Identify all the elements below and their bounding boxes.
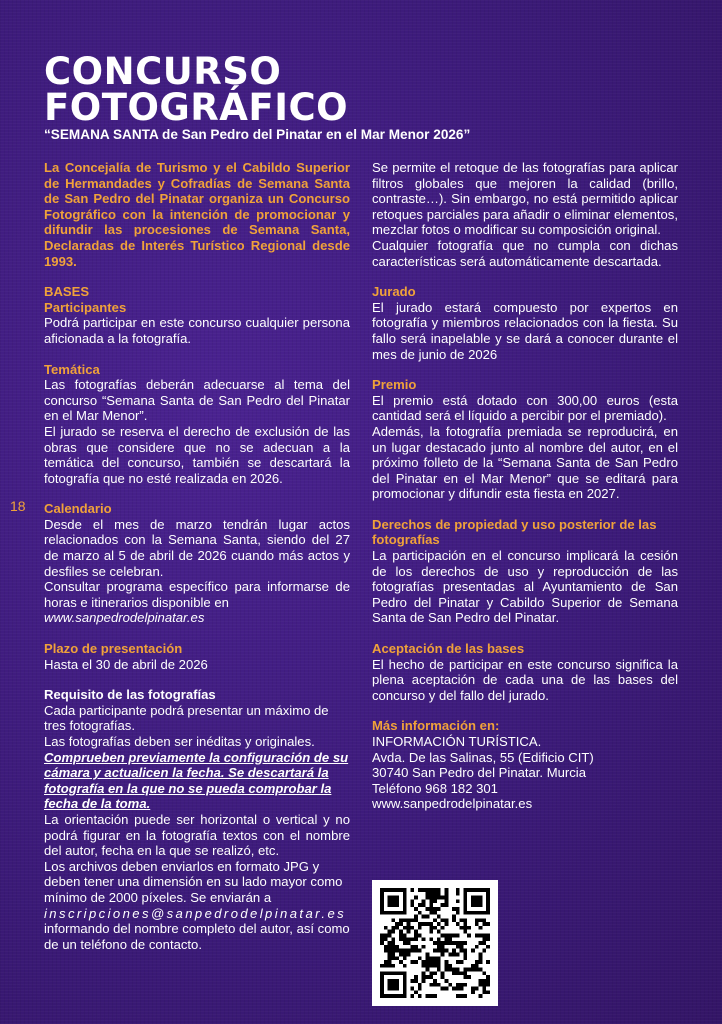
- tematica-text-1: Las fotografías deberán adecuarse al tema del concurso “Semana Santa de San Pedro del Pinatar en el Mar Menor”.: [44, 377, 350, 424]
- info-line-2: Avda. De las Salinas, 55 (Edificio CIT): [372, 749, 594, 765]
- calendario-text-2: Consultar programa específico para informarse de horas e itinerarios disponible en: [44, 579, 350, 610]
- requisito-emphasis: Comprueben previamente la configuración de su cámara y actualicen la fecha. Se descartará la fotografía en la que no se pueda comprobar la fecha de la toma.: [44, 749, 349, 812]
- retoque-text-2: Cualquier fotografía que no cumpla con dichas características será automáticamente descartada.: [372, 237, 678, 269]
- intro-paragraph: La Concejalía de Turismo y el Cabildo Superior de Hermandades y Cofradías de Semana Santa de San Pedro del Pinatar organiza un Concurso Fotográfico con la intención de promocionar y difundir las procesiones de Semana Santa, Declaradas de Interés Turístico Regional desde 1993.: [44, 160, 350, 269]
- premio-heading: Premio: [372, 377, 417, 393]
- right-column: [372, 160, 678, 812]
- jurado-heading: Jurado: [372, 284, 416, 300]
- calendario-heading: Calendario: [44, 501, 112, 517]
- info-web-link[interactable]: www.sanpedrodelpinatar.es: [372, 796, 533, 812]
- requisito-text-3: La orientación puede ser horizontal o vertical y no podrá figurar en la fotografía textos con el nombre del autor, fecha en la que se realizó, etc.: [44, 811, 350, 859]
- page-subtitle: “SEMANA SANTA de San Pedro del Pinatar en el Mar Menor 2026”: [44, 127, 471, 142]
- page-number: 18: [10, 498, 26, 514]
- derechos-text: La participación en el concurso implicará la cesión de los derechos de uso y reproducción de las fotografías presentadas al Ayuntamiento de San Pedro del Pinatar y Cabildo Superior de Semana Santa de San Pedro del Pinatar.: [372, 548, 678, 626]
- plazo-text: Hasta el 30 de abril de 2026: [44, 656, 208, 672]
- left-column: [44, 160, 350, 952]
- calendario-web-link[interactable]: www.sanpedrodelpinatar.es: [44, 610, 205, 626]
- tematica-heading: Temática: [44, 361, 100, 377]
- participantes-text: Podrá participar en este concurso cualquier persona aficionada a la fotografía.: [44, 315, 350, 346]
- premio-text-1: El premio está dotado con 300,00 euros (esta cantidad será el líquido a percibir por el premiado).: [372, 392, 678, 424]
- info-line-4: Teléfono 968 182 301: [372, 780, 498, 796]
- requisito-heading: Requisito de las fotografías: [44, 687, 216, 703]
- tematica-text-2: El jurado se reserva el derecho de exclusión de las obras que considere que no se adecuan a la temática del concurso, también se descartará la fotografía que no esté realizada en 2026.: [44, 423, 350, 486]
- jurado-text: El jurado estará compuesto por expertos en fotografía y miembros relacionados con la fiesta. Su fallo será inapelable y se dará a conocer durante el mes de junio de 2026: [372, 299, 678, 362]
- participantes-heading: Participantes: [44, 299, 127, 315]
- retoque-text-1: Se permite el retoque de las fotografías para aplicar filtros globales que mejoren la calidad (brillo, contraste…). Sin embargo, no está permitido aplicar retoques parciales para añadir o eliminar elementos, mezclar fotos o modificar su composición original.: [372, 160, 678, 238]
- info-line-3: 30740 San Pedro del Pinatar. Murcia: [372, 765, 587, 781]
- title-line-1: CONCURSO: [44, 50, 282, 93]
- bases-heading: BASES: [44, 284, 90, 300]
- requisito-email-link[interactable]: inscripciones@sanpedrodelpinatar.es: [44, 905, 347, 921]
- page-title: [44, 50, 349, 129]
- plazo-heading: Plazo de presentación: [44, 641, 183, 657]
- requisito-text-1: Cada participante podrá presentar un máximo de tres fotografías.: [44, 702, 329, 734]
- requisito-text-4: Los archivos deben enviarlos en formato JPG y deben tener una dimensión en su lado mayor como mínimo de 2000 píxeles. Se enviarán a: [44, 858, 343, 905]
- qr-code-graphic: [380, 888, 490, 998]
- premio-text-2: Además, la fotografía premiada se reproducirá, en un lugar destacado junto al nombre del autor, en el próximo folleto de la “Semana Santa de San Pedro del Pinatar en el Mar Menor” que se editará para promocionar y difundir esta fiesta en 2027.: [372, 423, 678, 502]
- calendario-text-1: Desde el mes de marzo tendrán lugar actos relacionados con la Semana Santa, siendo del 27 de marzo al 5 de abril de 2026 cuando más actos y desfiles se celebran.: [44, 516, 350, 579]
- info-heading: Más información en:: [372, 718, 500, 734]
- aceptacion-text: El hecho de participar en este concurso significa la plena aceptación de cada una de las bases del concurso y del fallo del jurado.: [372, 656, 678, 703]
- derechos-heading: Derechos de propiedad y uso posterior de las fotografías: [372, 516, 657, 548]
- requisito-text-2: Las fotografías deben ser inéditas y originales.: [44, 734, 315, 749]
- info-line-1: INFORMACIÓN TURÍSTICA.: [372, 734, 542, 749]
- qr-code-icon[interactable]: [372, 880, 498, 1006]
- requisito-text-5: informando del nombre completo del autor, así como de un teléfono de contacto.: [44, 921, 350, 952]
- title-line-2: FOTOGRÁFICO: [44, 86, 349, 129]
- aceptacion-heading: Aceptación de las bases: [372, 641, 525, 657]
